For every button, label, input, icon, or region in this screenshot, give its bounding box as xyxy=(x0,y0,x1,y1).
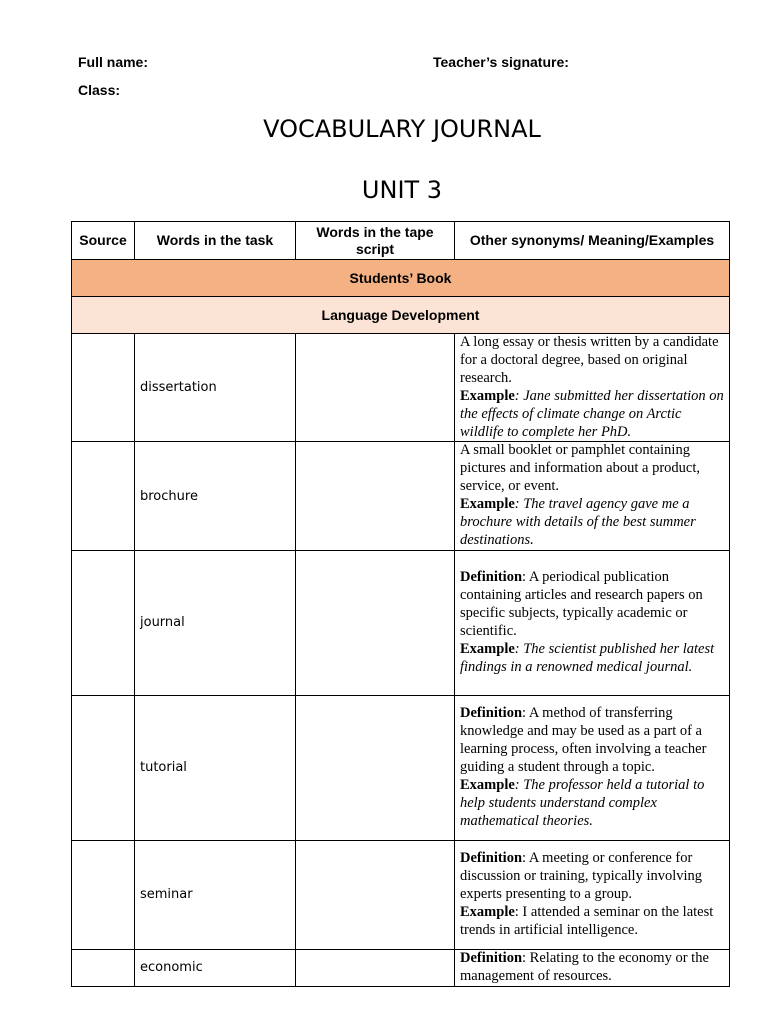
definition-text: A long essay or thesis written by a candidate for a doctoral degree, based on original research. xyxy=(460,334,719,386)
source-cell xyxy=(72,840,135,949)
definition-label: Definition xyxy=(460,949,523,966)
source-cell xyxy=(72,695,135,840)
definition-text: : A periodical publication containing articles and research papers on specific subjects, typically academic or scientific. xyxy=(460,569,703,639)
section-title-students-book: Students’ Book xyxy=(72,260,730,297)
meaning-cell xyxy=(455,442,730,550)
class-label: Class: xyxy=(78,82,121,98)
definition-text: : A meeting or conference for discussion or training, typically involving experts presenting to a group. xyxy=(460,850,703,902)
definition-text: A small booklet or pamphlet containing pictures and information about a product, service, or event. xyxy=(460,442,700,495)
definition-text: : A method of transferring knowledge and may be used as a part of a learning process, often involving a teacher guiding a student through a topic. xyxy=(460,705,707,775)
document-title: VOCABULARY JOURNAL xyxy=(263,115,541,143)
section-row-language-development xyxy=(72,297,730,334)
teacher-signature-label: Teacher’s signature: xyxy=(433,54,569,70)
example-label: Example xyxy=(460,387,515,404)
word-cell: tutorial xyxy=(135,695,296,840)
meaning-cell xyxy=(455,334,730,442)
example-label: Example xyxy=(460,776,515,793)
word-cell: seminar xyxy=(135,840,296,949)
column-header-words-in-task: Words in the task xyxy=(135,222,296,260)
example-text: : I attended a seminar on the latest trends in artificial intelligence. xyxy=(460,903,714,938)
example-label: Example xyxy=(460,640,515,657)
word-cell: journal xyxy=(135,550,296,695)
source-cell xyxy=(72,550,135,695)
source-cell xyxy=(72,949,135,986)
full-name-label: Full name: xyxy=(78,54,149,70)
unit-heading: UNIT 3 xyxy=(361,176,443,204)
example-text: : The scientist published her latest findings in a renowned medical journal. xyxy=(460,640,715,675)
definition-text: : Relating to the economy or the management of resources. xyxy=(460,949,709,984)
vocabulary-table xyxy=(71,221,730,987)
tape-script-cell xyxy=(296,695,455,840)
meaning-cell xyxy=(455,949,730,986)
table-row xyxy=(72,949,730,986)
meaning-cell xyxy=(455,695,730,840)
column-header-source: Source xyxy=(72,222,135,260)
table-row xyxy=(72,550,730,695)
word-cell: dissertation xyxy=(135,334,296,442)
example-text: : Jane submitted her dissertation on the effects of climate change on Arctic wildlife to complete her PhD. xyxy=(460,387,724,440)
example-text: : The professor held a tutorial to help students understand complex mathematical theories. xyxy=(460,776,705,829)
table-row xyxy=(72,442,730,550)
definition-label: Definition xyxy=(460,705,523,722)
section-row-students-book xyxy=(72,260,730,297)
section-title-language-development: Language Development xyxy=(72,297,730,334)
example-text: : The travel agency gave me a brochure with details of the best summer destinations. xyxy=(460,496,696,548)
tape-script-cell xyxy=(296,550,455,695)
meaning-cell xyxy=(455,550,730,695)
tape-script-cell xyxy=(296,334,455,442)
word-cell: economic xyxy=(135,949,296,986)
source-cell xyxy=(72,334,135,442)
tape-script-cell xyxy=(296,840,455,949)
word-cell: brochure xyxy=(135,442,296,550)
source-cell xyxy=(72,442,135,550)
column-header-other-synonyms: Other synonyms/ Meaning/Examples xyxy=(455,222,730,260)
definition-label: Definition xyxy=(460,850,523,867)
table-row xyxy=(72,695,730,840)
tape-script-cell xyxy=(296,442,455,550)
table-row xyxy=(72,840,730,949)
example-label: Example xyxy=(460,496,515,513)
meaning-cell xyxy=(455,840,730,949)
tape-script-cell xyxy=(296,949,455,986)
table-header-row xyxy=(72,222,730,260)
definition-label: Definition xyxy=(460,569,523,586)
example-label: Example xyxy=(460,903,515,920)
column-header-words-in-tape-script: Words in the tape script xyxy=(296,222,455,260)
table-row xyxy=(72,334,730,442)
